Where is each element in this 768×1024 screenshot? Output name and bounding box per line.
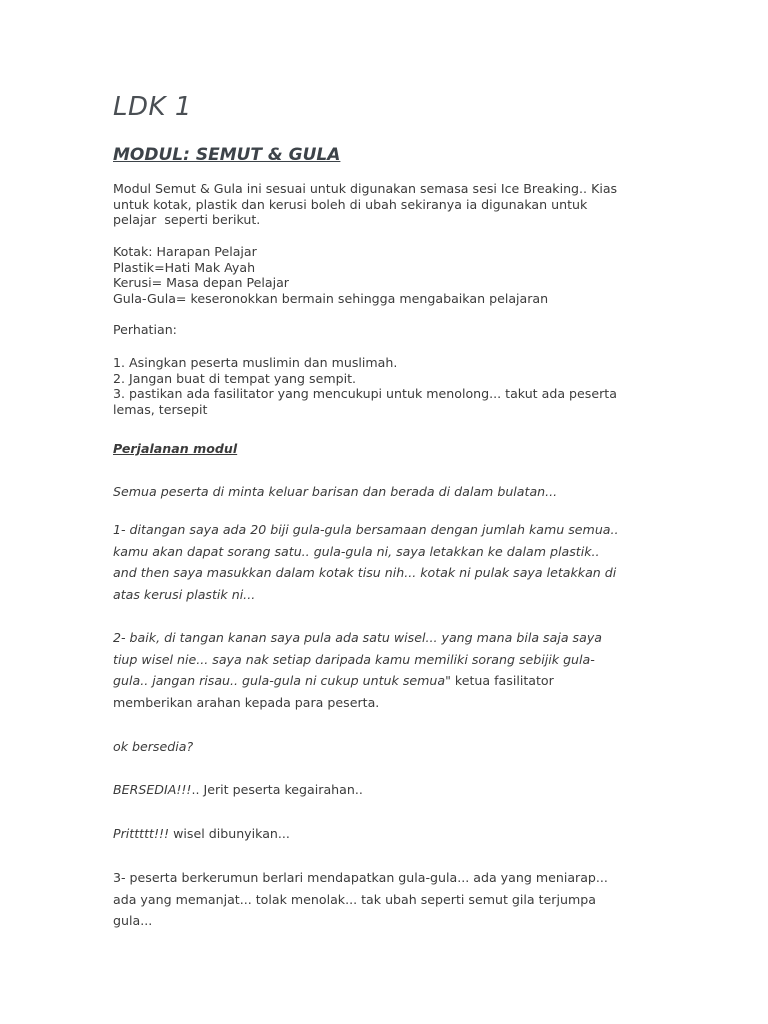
narrative-line: 3- peserta berkerumun berlari mendapatkan gula-gula... ada yang meniarap... <box>113 870 608 885</box>
narrative-paragraph <box>113 867 653 932</box>
symbol-item: Plastik=Hati Mak Ayah <box>113 259 256 275</box>
perhatian-item: lemas, tersepit <box>113 401 208 417</box>
narrative-paragraph: ok bersedia? <box>113 739 194 754</box>
intro-paragraph <box>113 181 653 228</box>
symbol-list <box>113 244 653 306</box>
narrative-line: memberikan arahan kepada para peserta. <box>113 694 380 710</box>
symbol-item: Gula-Gula= keseronokkan bermain sehingga mengabaikan pelajaran <box>113 290 549 306</box>
intro-line: Modul Semut & Gula ini sesuai untuk digunakan semasa sesi Ice Breaking.. Kias <box>113 181 618 196</box>
narrative-line: kamu akan dapat sorang satu.. gula-gula ni, saya letakkan ke dalam plastik.. <box>113 543 600 559</box>
perhatian-label-block <box>113 322 653 338</box>
module-heading: MODUL: SEMUT & GULA <box>113 145 341 165</box>
narrative-italic-text: BERSEDIA!!! <box>113 782 192 797</box>
narrative-italic-text: Prittttt!!! <box>113 826 170 841</box>
narrative-paragraph <box>113 779 653 801</box>
section-heading: Perjalanan modul <box>113 441 238 456</box>
perhatian-item: 1. Asingkan peserta muslimin dan muslimah. <box>113 355 398 370</box>
perhatian-item: 2. Jangan buat di tempat yang sempit. <box>113 370 357 386</box>
narrative-text: wisel dibunyikan... <box>169 826 290 841</box>
narrative-paragraph: Semua peserta di minta keluar barisan dan berada di dalam bulatan... <box>113 484 558 499</box>
narrative-line: 2- baik, di tangan kanan saya pula ada satu wisel... yang mana bila saja saya <box>113 630 602 645</box>
narrative-text: .. Jerit peserta kegairahan.. <box>191 782 363 797</box>
narrative-italic-text: gula.. jangan risau.. gula-gula ni cukup untuk semua" <box>113 673 451 689</box>
narrative-line: tiup wisel nie... saya nak setiap daripada kamu memiliki sorang sebijik gula- <box>113 651 595 667</box>
narrative-line: and then saya masukkan dalam kotak tisu nih... kotak ni pulak saya letakkan di <box>113 565 617 581</box>
narrative-line: atas kerusi plastik ni... <box>113 586 256 602</box>
document-title: LDK 1 <box>113 92 192 122</box>
narrative-line <box>113 670 653 692</box>
symbol-item: Kotak: Harapan Pelajar <box>113 244 257 259</box>
intro-line: pelajar seperti berikut. <box>113 212 261 227</box>
narrative-paragraph <box>113 627 653 713</box>
narrative-paragraph <box>113 519 653 605</box>
narrative-line: ada yang memanjat... tolak menolak... tak ubah seperti semut gila terjumpa <box>113 891 596 907</box>
intro-line: untuk kotak, plastik dan kerusi boleh di ubah sekiranya ia digunakan untuk <box>113 196 588 212</box>
symbol-item: Kerusi= Masa depan Pelajar <box>113 275 289 290</box>
narrative-text: ketua fasilitator <box>450 673 554 689</box>
narrative-paragraph <box>113 823 653 845</box>
perhatian-item: 3. pastikan ada fasilitator yang mencukupi untuk menolong... takut ada peserta <box>113 386 617 401</box>
narrative-line: gula... <box>113 913 153 929</box>
narrative-line: 1- ditangan saya ada 20 biji gula-gula bersamaan dengan jumlah kamu semua.. <box>113 522 619 537</box>
perhatian-label: Perhatian: <box>113 322 177 337</box>
perhatian-list <box>113 355 653 417</box>
